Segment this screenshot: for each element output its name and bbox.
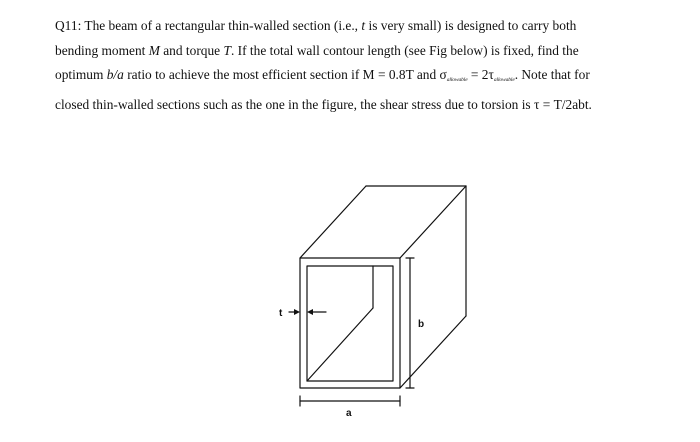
text-run: bending moment [55,42,149,58]
t-arrowhead-left [294,309,300,315]
subscript-allowable: allowable [493,77,515,83]
label-b: b [418,319,425,330]
var-M: M [148,42,160,58]
t-arrowhead-right [307,309,313,315]
text-run: . If the total wall contour length (see Fig below) is fixed, find the [230,42,579,58]
text-run: and torque [159,42,224,58]
depth-edge-top-left [300,186,366,258]
text-run: closed thin-walled sections such as the one in the figure, the shear stress due to torsion is τ = T/2abt. [55,96,592,112]
text-run: ratio to achieve the most efficient section if M = 0.8T and σ [123,67,447,82]
text-run: Q11: The beam of a rectangular thin-walled section (i.e., [55,18,362,33]
text-run: . Note that for [514,67,590,82]
inner-depth-edge [307,308,373,381]
front-inner-wall [307,266,393,381]
label-t: t [279,308,283,319]
label-a: a [346,408,352,419]
var-T: T [223,42,231,58]
var-t: t [361,18,366,33]
depth-edge-top-right [400,186,466,258]
var-ratio: b/a [106,67,124,82]
text-run: optimum [55,67,107,82]
text-run: is very small) is designed to carry both [365,18,577,33]
front-outer-wall [300,258,400,388]
subscript-allowable: allowable [446,77,468,83]
text-run: = 2τ [467,67,494,82]
